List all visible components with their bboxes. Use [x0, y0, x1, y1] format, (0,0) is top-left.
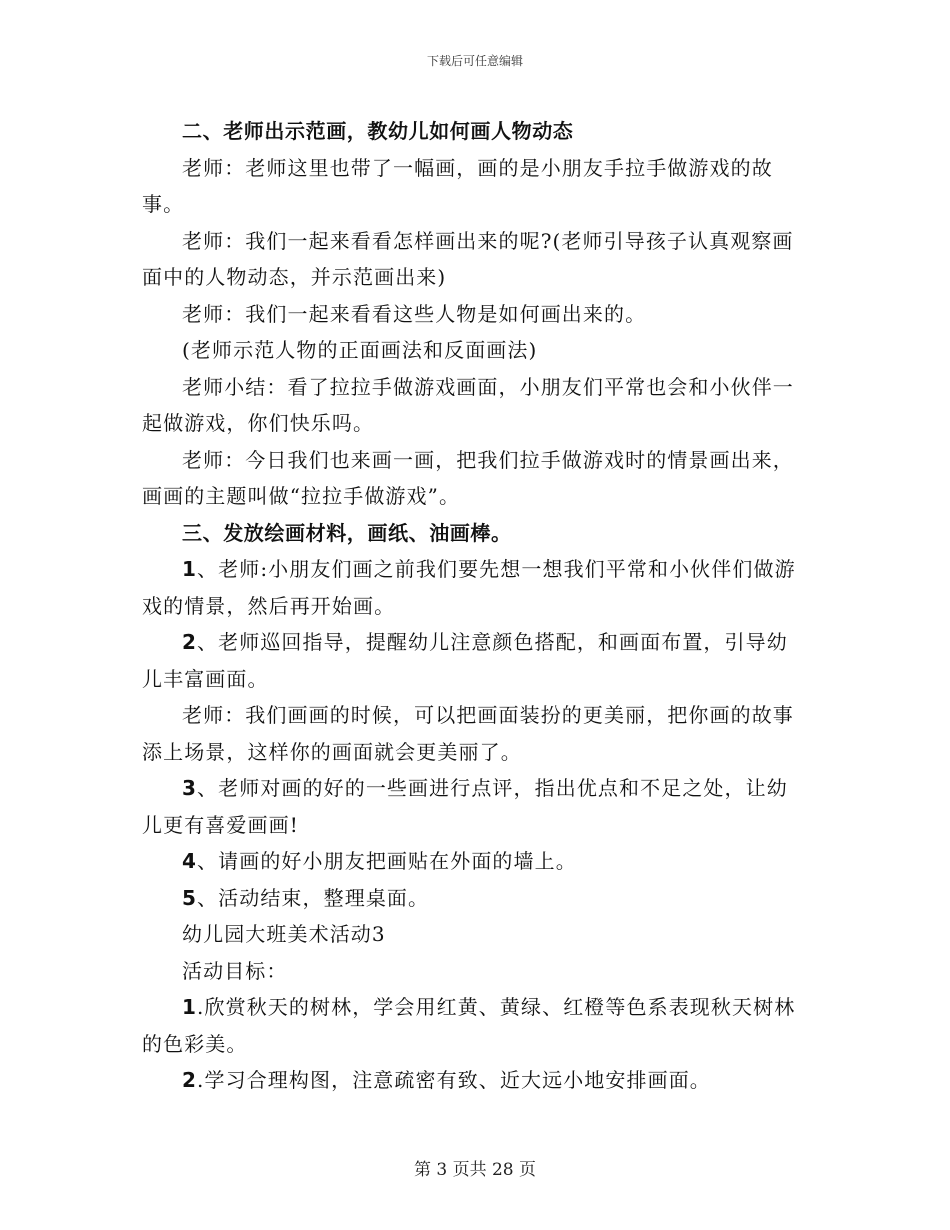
body-paragraph	[142, 296, 808, 333]
body-paragraph	[142, 150, 808, 223]
body-paragraph	[142, 770, 808, 843]
paragraph-text: 老师小结：看了拉拉手做游戏画面，小朋友们平常也会和小伙伴一起做游戏，你们快乐吗。	[142, 374, 794, 435]
body-paragraph	[142, 1062, 808, 1099]
paragraph-text: 老师：我们一起来看看怎样画出来的呢?(老师引导孩子认真观察画面中的人物动态，并示范画出来)	[142, 228, 794, 289]
paragraph-text: 、老师巡回指导，提醒幼儿注意颜色搭配，和画面布置，引导幼儿丰富画面。	[142, 630, 788, 691]
list-number: 2	[182, 630, 198, 654]
paragraph-text: 三、发放绘画材料，画纸、油画棒。	[182, 520, 512, 545]
paragraph-text: 二、老师出示范画，教幼儿如何画人物动态	[182, 119, 574, 143]
body-paragraph	[142, 624, 808, 697]
body-paragraph	[142, 953, 808, 990]
body-paragraph	[142, 843, 808, 880]
paragraph-text: 老师：老师这里也带了一幅画，画的是小朋友手拉手做游戏的故事。	[142, 155, 773, 216]
paragraph-text: 、老师对画的好的一些画进行点评，指出优点和不足之处，让幼儿更有喜爱画画!	[142, 776, 788, 837]
body-paragraph	[142, 989, 808, 1062]
paragraph-text: 、活动结束，整理桌面。	[197, 885, 430, 910]
page-header-note: 下载后可任意编辑	[426, 54, 523, 68]
paragraph-text: 老师：我们一起来看看这些人物是如何画出来的。	[182, 301, 647, 326]
body-paragraph	[142, 551, 808, 624]
section-heading	[142, 113, 808, 150]
list-number: 1	[182, 995, 198, 1019]
list-number: 1	[182, 557, 198, 581]
paragraph-text: .欣赏秋天的树林，学会用红黄、黄绿、红橙等色系表现秋天树林的色彩美。	[142, 995, 796, 1056]
body-paragraph	[142, 369, 808, 442]
paragraph-text: 活动目标：	[182, 958, 288, 983]
paragraph-text: 老师：我们画画的时候，可以把画面装扮的更美丽，把你画的故事添上场景，这样你的画面就会更美丽了。	[142, 703, 794, 764]
paragraph-text: (老师示范人物的正面画法和反面画法)	[182, 338, 538, 362]
list-number: 2	[182, 1068, 198, 1092]
body-paragraph	[142, 880, 808, 917]
body-paragraph	[142, 332, 808, 369]
page-footer-number: 第 3 页共 28 页	[413, 1160, 537, 1180]
list-number: 4	[182, 849, 198, 873]
section-heading	[142, 515, 808, 552]
body-paragraph	[142, 916, 808, 953]
list-number: 3	[182, 776, 198, 800]
document-body	[142, 113, 808, 1099]
paragraph-text: 、请画的好小朋友把画贴在外面的墙上。	[197, 849, 577, 873]
paragraph-text: .学习合理构图，注意疏密有致、近大远小地安排画面。	[197, 1068, 711, 1092]
body-paragraph	[142, 697, 808, 770]
list-number: 5	[182, 885, 198, 910]
body-paragraph	[142, 442, 808, 515]
paragraph-text: 、老师:小朋友们画之前我们要先想一想我们平常和小伙伴们做游戏的情景，然后再开始画。	[142, 557, 796, 618]
paragraph-text: 老师：今日我们也来画一画，把我们拉手做游戏时的情景画出来，画画的主题叫做“拉拉手做游戏”。	[142, 447, 794, 508]
paragraph-text: 幼儿园大班美术活动3	[182, 922, 386, 946]
body-paragraph	[142, 223, 808, 296]
